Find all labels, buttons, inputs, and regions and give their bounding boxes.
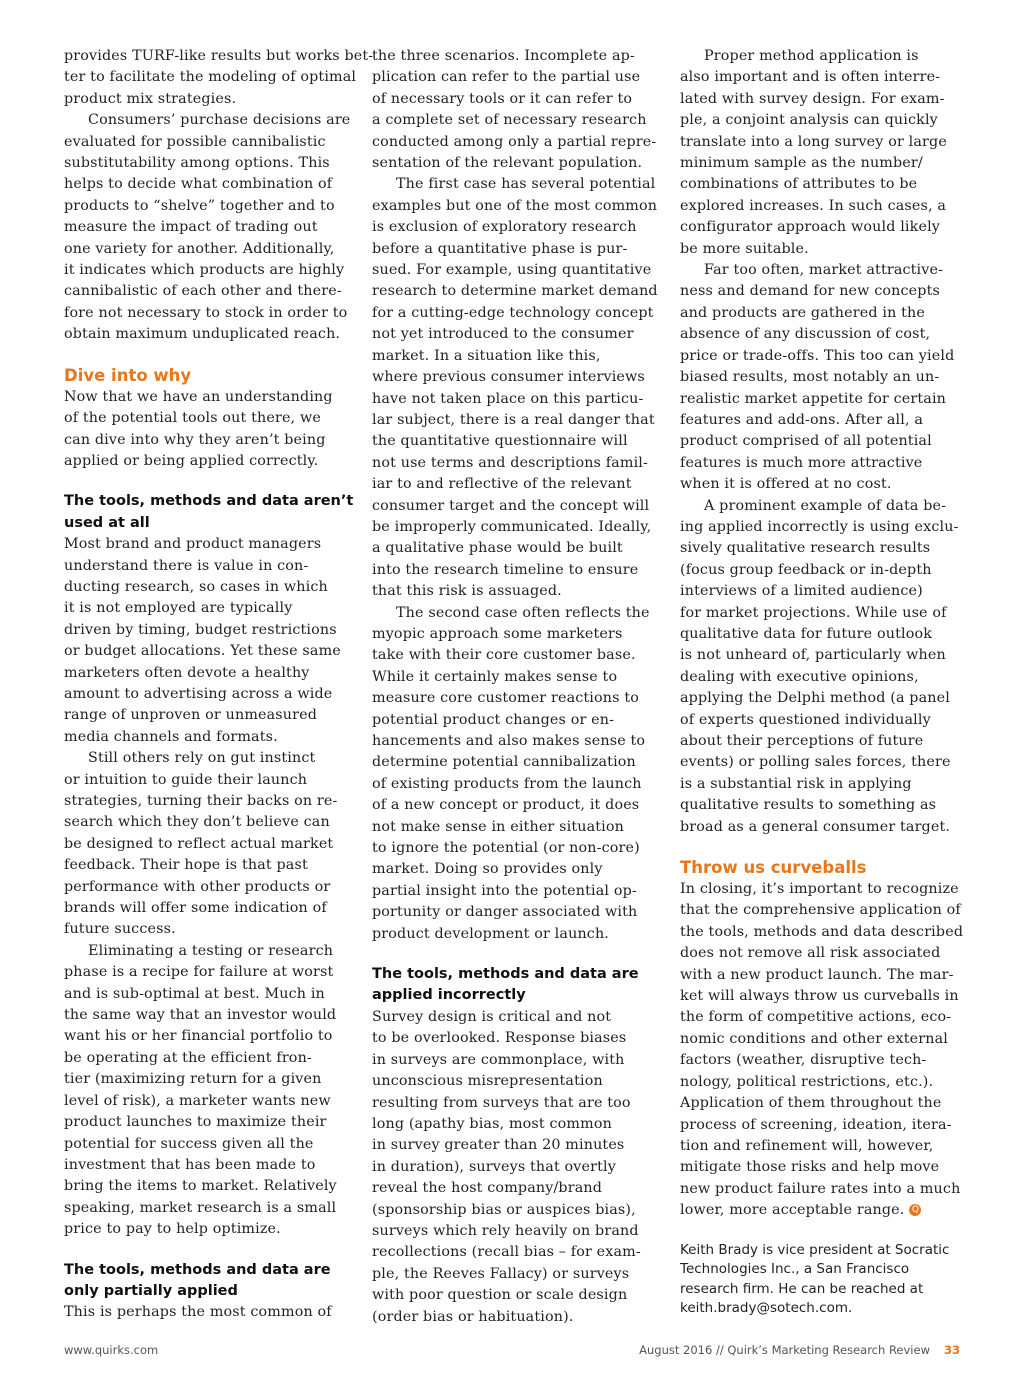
closing-paragraph-text: In closing, it’s important to recognize that the comprehensive application of the tools, methods and data described does not remove all risk associated with a new product launch. The mar- ket will always throw us curveballs in the form of competitive actions, eco- nomic conditions and other external factors (weather, disruptive tech- nology, political restrictions, etc.). Application of them throughout the process of screening, ideation, itera- tion and refinement will, however, mitigate those risks and help move new product failure rates into a much lower, more acceptable range. bbox=[680, 881, 964, 1219]
body-paragraph: This is perhaps the most common of bbox=[64, 1304, 332, 1321]
footer-website: www.quirks.com bbox=[64, 1343, 159, 1357]
section-heading-dive-into-why: Dive into why bbox=[64, 365, 192, 385]
body-paragraph: Far too often, market attractive- ness and demand for new concepts and products are gathered in the absence of any discussion of cost, price or trade-offs. This too can yield biased results, most notably an un- realistic market appetite for certain features and add-ons. After all, a product comprised of all potential features is much more attractive when it is offered at no cost. bbox=[680, 262, 955, 493]
section-heading-throw-us-curveballs: Throw us curveballs bbox=[680, 858, 867, 878]
subheading-partially-applied: The tools, methods and data are only partially applied bbox=[64, 1261, 331, 1299]
body-paragraph: Now that we have an understanding of the potential tools out there, we can dive into why they aren’t being applied or being applied correctly. bbox=[64, 388, 333, 469]
body-paragraph: The first case has several potential examples but one of the most common is exclusion of exploratory research before a quantitative phase is pur- sued. For example, using quantitative research to determine market demand for a cutting-edge technology concept not yet introduced to the consumer market. In a situation like this, where previous consumer interviews have not taken place on this particu- lar subject, there is a real danger that the quantitative questionnaire will not use terms and descriptions famil- iar to and reflective of the relevant consumer target and the concept will be improperly communicated. Ideally, a qualitative phase would be built into the research timeline to ensure that this risk is assuaged. bbox=[372, 176, 658, 600]
footer-issue-info bbox=[639, 1343, 960, 1357]
body-paragraph: the three scenarios. Incomplete ap- plication can refer to the partial use of necessary tools or it can refer to a complete set of necessary research conducted among only a partial repre- sentation of the relevant population. bbox=[372, 48, 657, 172]
body-paragraph: Consumers’ purchase decisions are evaluated for possible cannibalistic substitutability among options. This helps to decide what combination of products to “shelve” together and to measure the impact of trading out one variety for another. Additionally, it indicates which products are highly cannibalistic of each other and there- fore not necessary to stock in order to obtain maximum unduplicated reach. bbox=[64, 112, 351, 343]
quirks-endmark-icon: Q bbox=[909, 1204, 921, 1216]
page-number: 33 bbox=[943, 1343, 960, 1357]
body-paragraph: The second case often reflects the myopic approach some marketers take with their core customer base. While it certainly makes sense to measure core customer reactions to potential product changes or en- hancements and also makes sense to determine potential cannibalization of existing products from the launch of a new concept or product, it does not make sense in either situation to ignore the potential (or non-core) market. Doing so provides only partial insight into the potential op- portunity or danger associated with product development or launch. bbox=[372, 604, 650, 942]
subheading-not-used: The tools, methods and data aren’t used at all bbox=[64, 493, 354, 531]
column-3 bbox=[680, 46, 962, 1319]
body-paragraph: Most brand and product managers understand there is value in con- ducting research, so cases in which it is not employed are typically driven by timing, budget restrictions or budget allocations. Yet these same marketers often devote a healthy amount to advertising across a wide range of unproven or unmeasured media channels and formats. bbox=[64, 536, 341, 745]
closing-paragraph bbox=[680, 879, 962, 1222]
body-paragraph: Proper method application is also important and is often interre- lated with survey design. For exam- ple, a conjoint analysis can quickly translate into a long survey or large minimum sample as the number/ combinations of attributes to be explored increases. In such cases, a configurator approach would likely be more suitable. bbox=[680, 48, 947, 257]
subheading-applied-incorrectly: The tools, methods and data are applied incorrectly bbox=[372, 966, 639, 1004]
column-2 bbox=[372, 46, 656, 1328]
body-paragraph: A prominent example of data be- ing applied incorrectly is using exclu- sively qualitative research results (focus group feedback or in-depth interviews of a limited audience) for market projections. While use of qualitative data for future outlook is not unheard of, particularly when dealing with executive opinions, applying the Delphi method (a panel of experts questioned individually about their perceptions of future events) or polling sales forces, there is a substantial risk in applying qualitative results to something as broad as a general consumer target. bbox=[680, 497, 959, 835]
author-bio: Keith Brady is vice president at Socratic Technologies Inc., a San Francisco research firm. He can be reached at keith.brady@sotech.com. bbox=[680, 1241, 950, 1317]
body-paragraph: provides TURF-like results but works bet- ter to facilitate the modeling of optimal product mix strategies. bbox=[64, 48, 374, 107]
body-paragraph: Still others rely on gut instinct or intuition to guide their launch strategies, turning their backs on re- search which they don’t believe can be designed to reflect actual market feedback. Their hope is that past performance with other products or brands will offer some indication of future success. bbox=[64, 750, 338, 938]
footer-issue: August 2016 // Quirk’s Marketing Research Review bbox=[639, 1343, 930, 1357]
column-1 bbox=[64, 46, 374, 1324]
body-paragraph: Eliminating a testing or research phase is a recipe for failure at worst and is sub-optimal at best. Much in the same way that an investor would want his or her financial portfolio to be operating at the efficient fron- tier (maximizing return for a given level of risk), a marketer wants new product launches to maximize their potential for success given all the investment that has been made to bring the items to market. Relatively speaking, market research is a small price to pay to help optimize. bbox=[64, 942, 337, 1238]
body-paragraph: Survey design is critical and not to be overlooked. Response biases in surveys are commonplace, with unconscious misrepresentation resulting from surveys that are too long (apathy bias, most common in survey greater than 20 minutes in duration), surveys that overtly reveal the host company/brand (sponsorship bias or auspices bias), surveys which rely heavily on brand recollections (recall bias – for exam- ple, the Reeves Fallacy) or surveys with poor question or scale design (order bias or habituation). bbox=[372, 1008, 641, 1325]
